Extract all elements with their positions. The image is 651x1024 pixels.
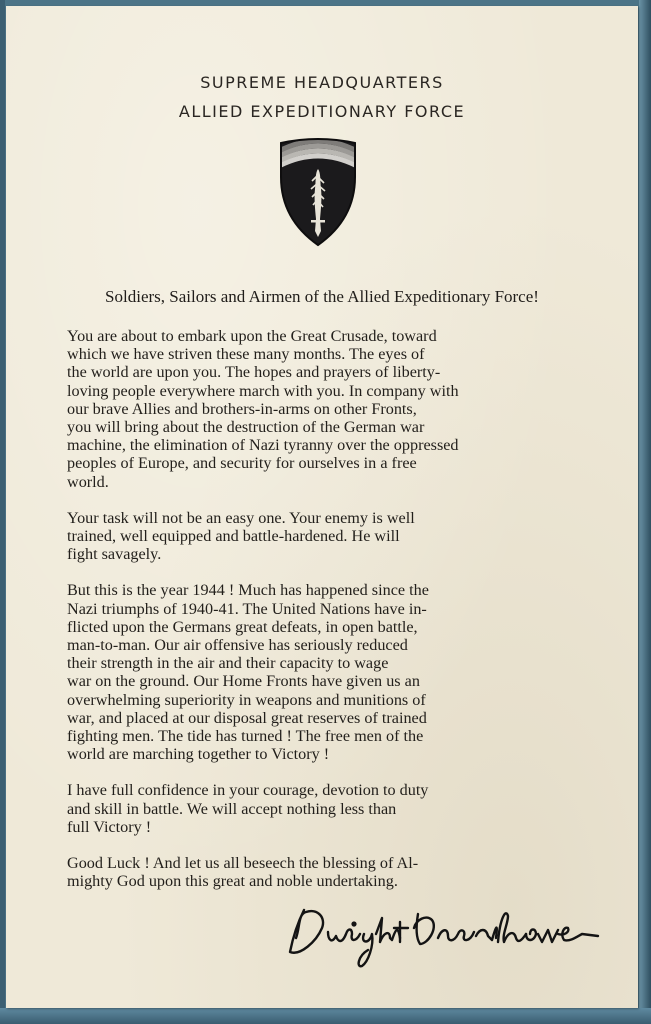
paragraph-line: Nazi triumphs of 1940-41. The United Nations have in- [67,599,427,618]
paragraph-line: and skill in battle. We will accept nothing less than [67,799,397,818]
paragraph [67,581,567,763]
paragraph-line: trained, well equipped and battle-hardened. He will [67,527,400,546]
message-body [67,327,567,908]
paragraph-line: world are marching together to Victory ! [67,745,330,764]
paragraph-line: overwhelming superiority in weapons and munitions of [67,690,426,709]
mount-left-edge [0,0,5,1024]
paragraph-line: you will bring about the destruction of the German war [67,418,425,437]
paragraph [67,854,567,890]
paragraph-line: full Victory ! [67,817,152,836]
letterhead-line-2: ALLIED EXPEDITIONARY FORCE [178,102,466,121]
mount-right-edge [639,0,651,1024]
paragraph-line: fight savagely. [67,545,162,564]
paragraph-line: machine, the elimination of Nazi tyranny over the oppressed [67,436,459,455]
paragraph-line: man-to-man. Our air offensive has seriously reduced [67,636,408,655]
paragraph-line: But this is the year 1944 ! Much has happened since the [67,581,429,600]
paragraph-line: their strength in the air and their capacity to wage [67,654,389,673]
paragraph-line: the world are upon you. The hopes and prayers of liberty- [67,363,441,382]
paragraph-line: which we have striven these many months. The eyes of [67,345,425,364]
paragraph [67,781,567,836]
paragraph-line: our brave Allies and brothers-in-arms on other Fronts, [67,399,417,418]
letterhead-line-1: SUPREME HEADQUARTERS [200,73,444,92]
paragraph [67,509,567,564]
paragraph-line: fighting men. The tide has turned ! The free men of the [67,727,424,746]
shaef-shoulder-sleeve-insignia-icon [277,137,359,247]
paragraph-line: war on the ground. Our Home Fronts have given us an [67,672,420,691]
eisenhower-signature [282,898,602,978]
paragraph-line: loving people everywhere march with you. In company with [67,381,459,400]
paragraph-line: Good Luck ! And let us all beseech the blessing of Al- [67,854,419,873]
document-page [6,6,638,1008]
paragraph-line: mighty God upon this great and noble undertaking. [67,872,398,891]
paragraph-line: I have full confidence in your courage, devotion to duty [67,781,429,800]
mount-bottom-edge [0,1008,651,1024]
salutation: Soldiers, Sailors and Airmen of the Allied Expeditionary Force! [105,287,539,306]
paragraph-line: Your task will not be an easy one. Your enemy is well [67,508,415,527]
paragraph-line: You are about to embark upon the Great Crusade, toward [67,327,437,345]
paragraph [67,327,567,491]
paragraph-line: world. [67,472,109,491]
paragraph-line: flicted upon the Germans great defeats, in open battle, [67,617,418,636]
paragraph-line: peoples of Europe, and security for ourselves in a free [67,454,417,473]
paragraph-line: war, and placed at our disposal great reserves of trained [67,708,427,727]
letterhead [6,68,638,126]
